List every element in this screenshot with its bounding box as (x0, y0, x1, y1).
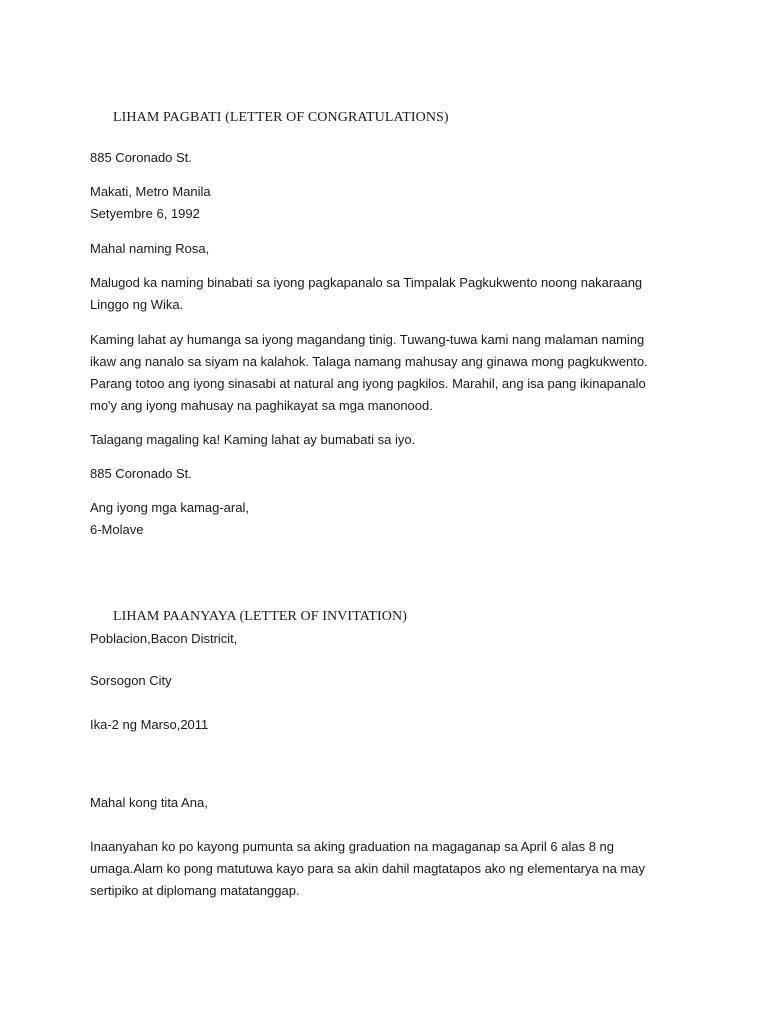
letter2-salutation: Mahal kong tita Ana, (90, 795, 208, 810)
letter2-address-line1: Poblacion,Bacon Districit, (90, 631, 238, 646)
letter1-date: Setyembre 6, 1992 (90, 206, 200, 221)
letter2-date: Ika-2 ng Marso,2011 (90, 717, 209, 732)
letter2-address-line2: Sorsogon City (90, 673, 172, 688)
letter1-para2-line: mo'y ang iyong mahusay na paghikayat sa mga manonood. (90, 398, 433, 413)
letter2-body-line: sertipiko at diplomang matatanggap. (90, 883, 300, 898)
letter1-para2-line: ikaw ang nanalo sa siyam na kalahok. Talaga namang mahusay ang ginawa mong pagkukwento. (90, 354, 648, 369)
letter1-address-city: Makati, Metro Manila (90, 184, 211, 199)
letter2-body-line: umaga.Alam ko pong matutuwa kayo para sa akin dahil magtatapos ako ng elementarya na may (90, 861, 645, 876)
letter1-para1-line: Malugod ka naming binabati sa iyong pagkapanalo sa Timpalak Pagkukwento noong nakaraang (90, 275, 643, 290)
letter1-para2-line: Kaming lahat ay humanga sa iyong magandang tinig. Tuwang-tuwa kami nang malaman naming (90, 332, 645, 347)
letter1-address-street: 885 Coronado St. (90, 150, 192, 165)
letter1-para2-line: Parang totoo ang iyong sinasabi at natural ang iyong pagkilos. Marahil, ang isa pang ikinapanalo (90, 376, 646, 391)
letter1-para1-line: Linggo ng Wika. (90, 297, 184, 312)
letter1-salutation: Mahal naming Rosa, (90, 241, 210, 256)
letter1-heading: LIHAM PAGBATI (LETTER OF CONGRATULATIONS) (113, 110, 449, 125)
letter1-para3: Talagang magaling ka! Kaming lahat ay bumabati sa iyo. (90, 432, 416, 447)
letter1-closing-address: 885 Coronado St. (90, 466, 192, 481)
letter1-closing: Ang iyong mga kamag-aral, (90, 500, 249, 515)
letter2-body-line: Inaanyahan ko po kayong pumunta sa aking graduation na magaganap sa April 6 alas 8 ng (90, 839, 614, 854)
letter2-heading: LIHAM PAANYAYA (LETTER OF INVITATION) (113, 609, 407, 624)
letter1-signature: 6-Molave (90, 522, 144, 537)
